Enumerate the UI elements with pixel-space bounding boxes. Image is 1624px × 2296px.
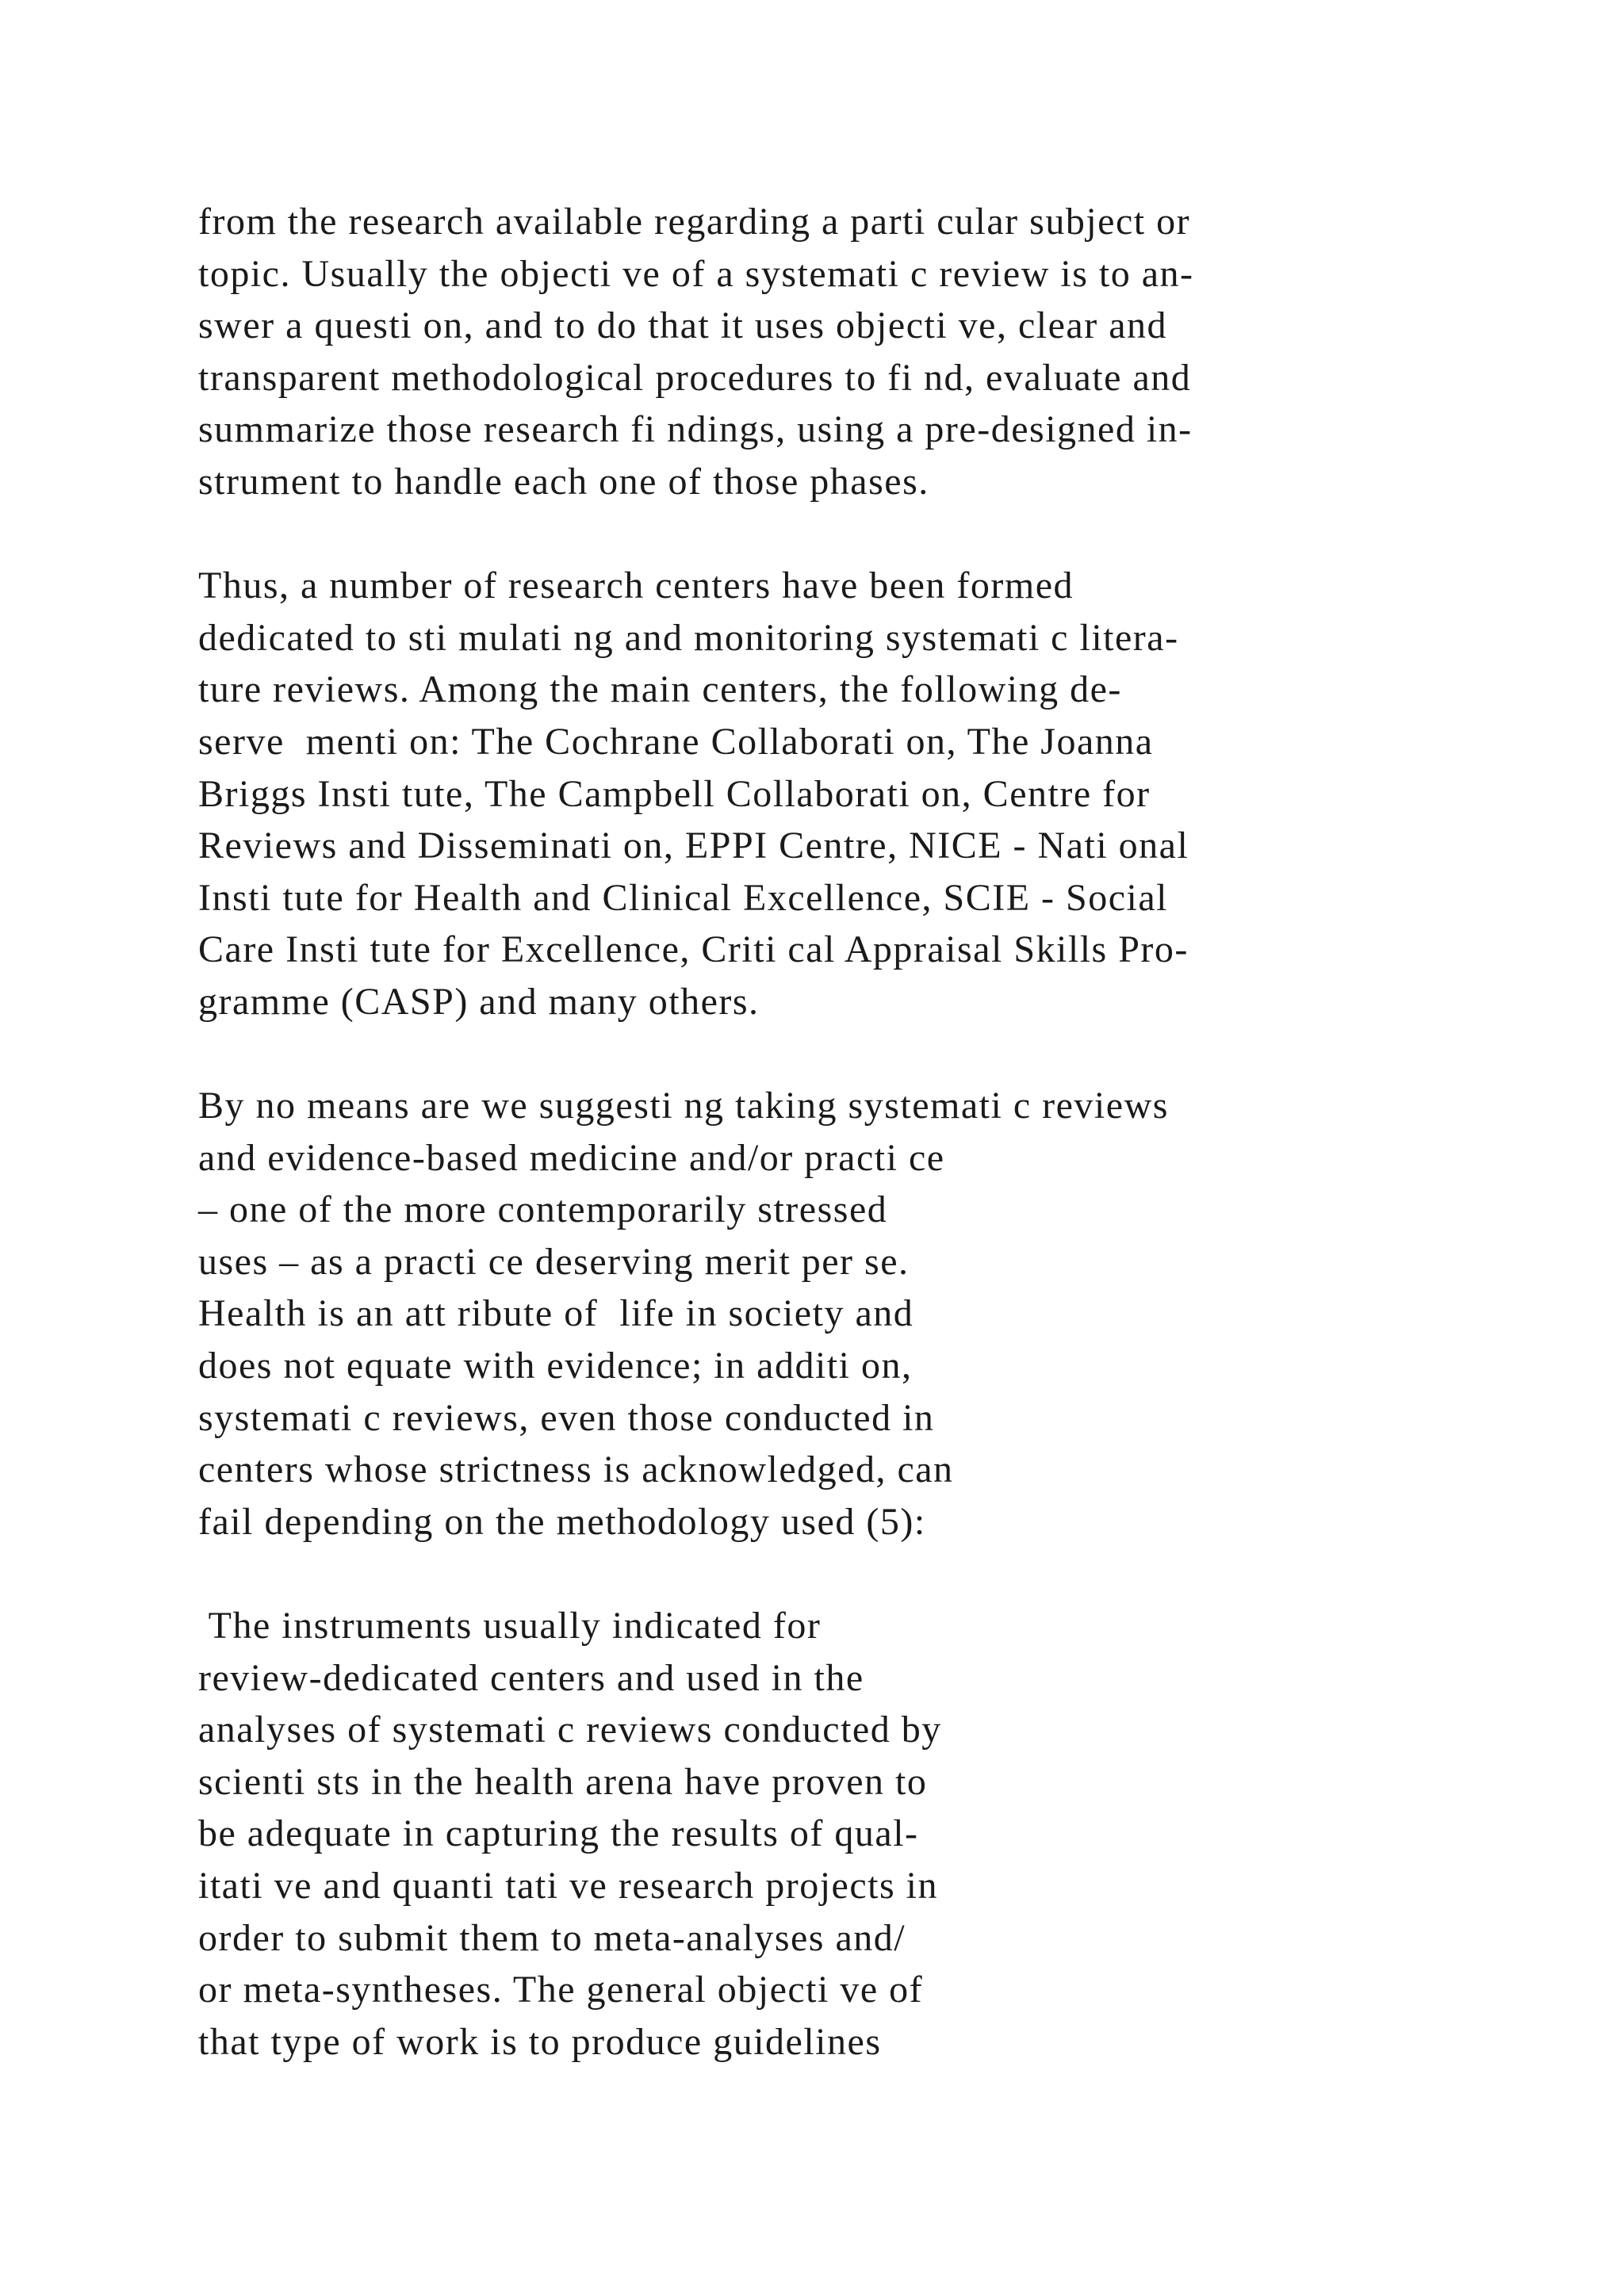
text-line: summarize those research fi ndings, using a pre-designed in- — [198, 408, 1193, 451]
text-line: systemati c reviews, even those conducted in — [198, 1396, 935, 1439]
body-text — [198, 196, 1594, 2120]
text-line: gramme (CASP) and many others. — [198, 980, 760, 1023]
text-line: ture reviews. Among the main centers, the following de- — [198, 668, 1122, 711]
text-line: scienti sts in the health arena have proven to — [198, 1760, 928, 1803]
text-line: Briggs Insti tute, The Campbell Collaborati on, Centre for — [198, 772, 1151, 815]
paragraph-4 — [198, 1600, 1594, 2068]
text-line: swer a questi on, and to do that it uses objecti ve, clear and — [198, 304, 1168, 347]
text-line: dedicated to sti mulati ng and monitoring systemati c litera- — [198, 616, 1179, 659]
text-line: fail depending on the methodology used (5): — [198, 1500, 926, 1543]
text-line: strument to handle each one of those phases. — [198, 460, 929, 503]
paragraph-3 — [198, 1080, 1594, 1548]
text-line: Insti tute for Health and Clinical Excellence, SCIE - Social — [198, 876, 1168, 919]
text-line: itati ve and quanti tati ve research projects in — [198, 1865, 938, 1907]
text-line: and evidence-based medicine and/or practi ce — [198, 1136, 945, 1179]
paragraph-1 — [198, 196, 1594, 508]
text-line: be adequate in capturing the results of qual- — [198, 1812, 919, 1855]
paragraph-2 — [198, 560, 1594, 1027]
text-line: that type of work is to produce guidelines — [198, 2020, 882, 2063]
text-line: from the research available regarding a parti cular subject or — [198, 201, 1191, 243]
text-line: – one of the more contemporarily stressed — [198, 1188, 888, 1231]
text-line: Health is an att ribute of life in society and — [198, 1292, 914, 1335]
text-line: Reviews and Disseminati on, EPPI Centre, NICE - Nati onal — [198, 825, 1189, 867]
text-line: does not equate with evidence; in additi on, — [198, 1345, 913, 1387]
text-line: transparent methodological procedures to fi nd, evaluate and — [198, 356, 1192, 399]
text-line: serve menti on: The Cochrane Collaborati on, The Joanna — [198, 720, 1154, 763]
text-line: uses – as a practi ce deserving merit per se. — [198, 1240, 910, 1283]
text-line: Thus, a number of research centers have been formed — [198, 564, 1074, 607]
text-line: or meta-syntheses. The general objecti ve of — [198, 1969, 924, 2011]
text-line: centers whose strictness is acknowledged, can — [198, 1448, 954, 1491]
text-line: order to submit them to meta-analyses and/ — [198, 1916, 906, 1959]
text-line: The instruments usually indicated for — [198, 1605, 822, 1647]
text-line: By no means are we suggesti ng taking systemati c reviews — [198, 1085, 1169, 1127]
text-line: Care Insti tute for Excellence, Criti cal Appraisal Skills Pro- — [198, 928, 1189, 971]
text-line: review-dedicated centers and used in the — [198, 1656, 864, 1699]
text-line: topic. Usually the objecti ve of a systemati c review is to an- — [198, 252, 1194, 295]
text-line: analyses of systemati c reviews conducted by — [198, 1709, 942, 1751]
